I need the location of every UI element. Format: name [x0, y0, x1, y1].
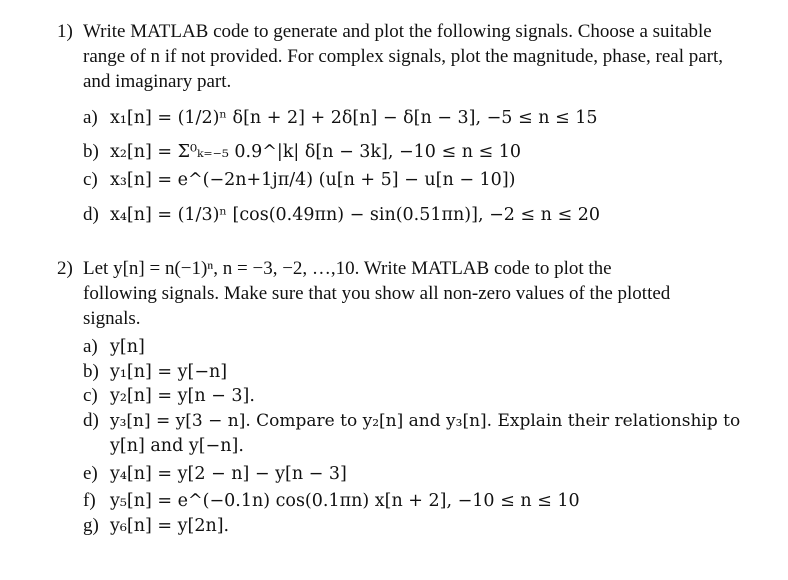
- q2-item-a-label: a): [83, 336, 98, 357]
- q1-item-d-expr: x₄[n] = (1/3)ⁿ [cos(0.49πn) − sin(0.51πn)], −2 ≤ n ≤ 20: [110, 205, 600, 225]
- q2-item-b-label: b): [83, 361, 99, 382]
- q1-item-b-label: b): [83, 141, 99, 162]
- q1-item-c-label: c): [83, 169, 98, 190]
- question-2-line-1: Let y[n] = n(−1)ⁿ, n = −3, −2, …,10. Write MATLAB code to plot the: [83, 258, 612, 279]
- q2-item-f-expr: y₅[n] = e^(−0.1n) cos(0.1πn) x[n + 2], −10 ≤ n ≤ 10: [110, 491, 580, 511]
- q1-item-c-expr: x₃[n] = e^(−2n+1jπ/4) (u[n + 5] − u[n − 10]): [110, 170, 516, 190]
- q1-item-a-label: a): [83, 107, 98, 128]
- q2-item-e-expr: y₄[n] = y[2 − n] − y[n − 3]: [110, 464, 347, 484]
- q2-item-c-expr: y₂[n] = y[n − 3].: [110, 386, 255, 406]
- q2-item-d-continuation: y[n] and y[−n].: [110, 436, 244, 456]
- question-2-number: 2): [57, 258, 73, 279]
- q1-item-d-label: d): [83, 204, 99, 225]
- q1-item-b-expr: x₂[n] = Σ⁰ₖ₌₋₅ 0.9^|k| δ[n − 3k], −10 ≤ n ≤ 10: [110, 142, 522, 162]
- q1-item-a-expr: x₁[n] = (1/2)ⁿ δ[n + 2] + 2δ[n] − δ[n − 3], −5 ≤ n ≤ 15: [110, 108, 598, 128]
- q2-item-g-expr: y₆[n] = y[2n].: [110, 516, 230, 536]
- q2-item-a-expr: y[n]: [110, 337, 145, 357]
- q2-item-g-label: g): [83, 515, 99, 536]
- question-2-line-3: signals.: [83, 308, 141, 329]
- question-2-line-2: following signals. Make sure that you show all non-zero values of the plotted: [83, 283, 671, 304]
- question-1-line-2: range of n if not provided. For complex signals, plot the magnitude, phase, real part,: [83, 46, 724, 67]
- q2-item-b-expr: y₁[n] = y[−n]: [110, 362, 228, 382]
- question-1-line-1: Write MATLAB code to generate and plot the following signals. Choose a suitable: [83, 21, 712, 42]
- q2-item-e-label: e): [83, 463, 98, 484]
- q2-item-d-label: d): [83, 410, 99, 431]
- q2-item-d-expr: y₃[n] = y[3 − n]. Compare to y₂[n] and y₃[n]. Explain their relationship to: [110, 411, 741, 431]
- q2-item-c-label: c): [83, 385, 98, 406]
- q2-item-f-label: f): [83, 490, 96, 511]
- question-1-line-3: and imaginary part.: [83, 71, 232, 92]
- question-1-number: 1): [57, 21, 73, 42]
